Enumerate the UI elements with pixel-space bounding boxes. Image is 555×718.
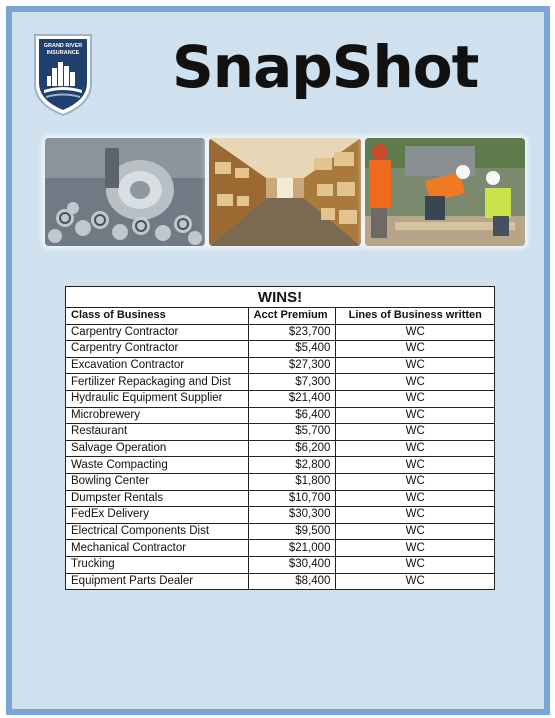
column-header-lines-of-business: Lines of Business written [336, 308, 495, 325]
class-of-business-cell: FedEx Delivery [66, 507, 249, 524]
lines-of-business-cell: WC [336, 424, 495, 441]
lines-of-business-cell: WC [336, 341, 495, 358]
table-row [66, 440, 495, 457]
acct-premium-cell: $30,300 [248, 507, 336, 524]
lines-of-business-cell: WC [336, 507, 495, 524]
table-row [66, 490, 495, 507]
table-row [66, 507, 495, 524]
class-of-business-cell: Fertilizer Repackaging and Dist [66, 374, 249, 391]
class-of-business-cell: Carpentry Contractor [66, 324, 249, 341]
class-of-business-cell: Hydraulic Equipment Supplier [66, 390, 249, 407]
class-of-business-cell: Excavation Contractor [66, 357, 249, 374]
lines-of-business-cell: WC [336, 324, 495, 341]
lines-of-business-cell: WC [336, 440, 495, 457]
class-of-business-cell: Trucking [66, 556, 249, 573]
class-of-business-cell: Electrical Components Dist [66, 523, 249, 540]
class-of-business-cell: Carpentry Contractor [66, 341, 249, 358]
wins-heading: WINS! [66, 287, 495, 308]
acct-premium-cell: $7,300 [248, 374, 336, 391]
class-of-business-cell: Bowling Center [66, 473, 249, 490]
table-row [66, 556, 495, 573]
lines-of-business-cell: WC [336, 357, 495, 374]
acct-premium-cell: $5,400 [248, 341, 336, 358]
lines-of-business-cell: WC [336, 390, 495, 407]
lines-of-business-cell: WC [336, 473, 495, 490]
lines-of-business-cell: WC [336, 573, 495, 590]
column-header-acct-premium: Acct Premium [248, 308, 336, 325]
lines-of-business-cell: WC [336, 540, 495, 557]
acct-premium-cell: $1,800 [248, 473, 336, 490]
table-row [66, 457, 495, 474]
acct-premium-cell: $27,300 [248, 357, 336, 374]
table-row [66, 374, 495, 391]
acct-premium-cell: $5,700 [248, 424, 336, 441]
table-row [66, 390, 495, 407]
machining-parts-photo [45, 138, 205, 246]
grand-river-logo [32, 32, 94, 118]
lines-of-business-cell: WC [336, 556, 495, 573]
construction-workers-photo [365, 138, 525, 246]
acct-premium-cell: $8,400 [248, 573, 336, 590]
class-of-business-cell: Microbrewery [66, 407, 249, 424]
warehouse-aisle-photo [209, 138, 361, 246]
logo-text: GRAND RIVER INSURANCE [43, 43, 83, 56]
lines-of-business-cell: WC [336, 457, 495, 474]
lines-of-business-cell: WC [336, 490, 495, 507]
acct-premium-cell: $21,000 [248, 540, 336, 557]
column-header-class-of-business: Class of Business [66, 308, 249, 325]
lines-of-business-cell: WC [336, 407, 495, 424]
acct-premium-cell: $6,400 [248, 407, 336, 424]
page-title: SnapShot [172, 33, 479, 101]
table-row [66, 573, 495, 590]
class-of-business-cell: Waste Compacting [66, 457, 249, 474]
table-row [66, 407, 495, 424]
lines-of-business-cell: WC [336, 374, 495, 391]
acct-premium-cell: $6,200 [248, 440, 336, 457]
table-row [66, 357, 495, 374]
table-row [66, 540, 495, 557]
flyer-page [6, 6, 550, 715]
class-of-business-cell: Equipment Parts Dealer [66, 573, 249, 590]
acct-premium-cell: $23,700 [248, 324, 336, 341]
table-row [66, 341, 495, 358]
acct-premium-cell: $30,400 [248, 556, 336, 573]
table-row [66, 324, 495, 341]
lines-of-business-cell: WC [336, 523, 495, 540]
acct-premium-cell: $10,700 [248, 490, 336, 507]
class-of-business-cell: Mechanical Contractor [66, 540, 249, 557]
wins-table [65, 286, 495, 590]
class-of-business-cell: Restaurant [66, 424, 249, 441]
acct-premium-cell: $2,800 [248, 457, 336, 474]
table-row [66, 424, 495, 441]
class-of-business-cell: Dumpster Rentals [66, 490, 249, 507]
acct-premium-cell: $9,500 [248, 523, 336, 540]
acct-premium-cell: $21,400 [248, 390, 336, 407]
table-row [66, 473, 495, 490]
class-of-business-cell: Salvage Operation [66, 440, 249, 457]
table-row [66, 523, 495, 540]
